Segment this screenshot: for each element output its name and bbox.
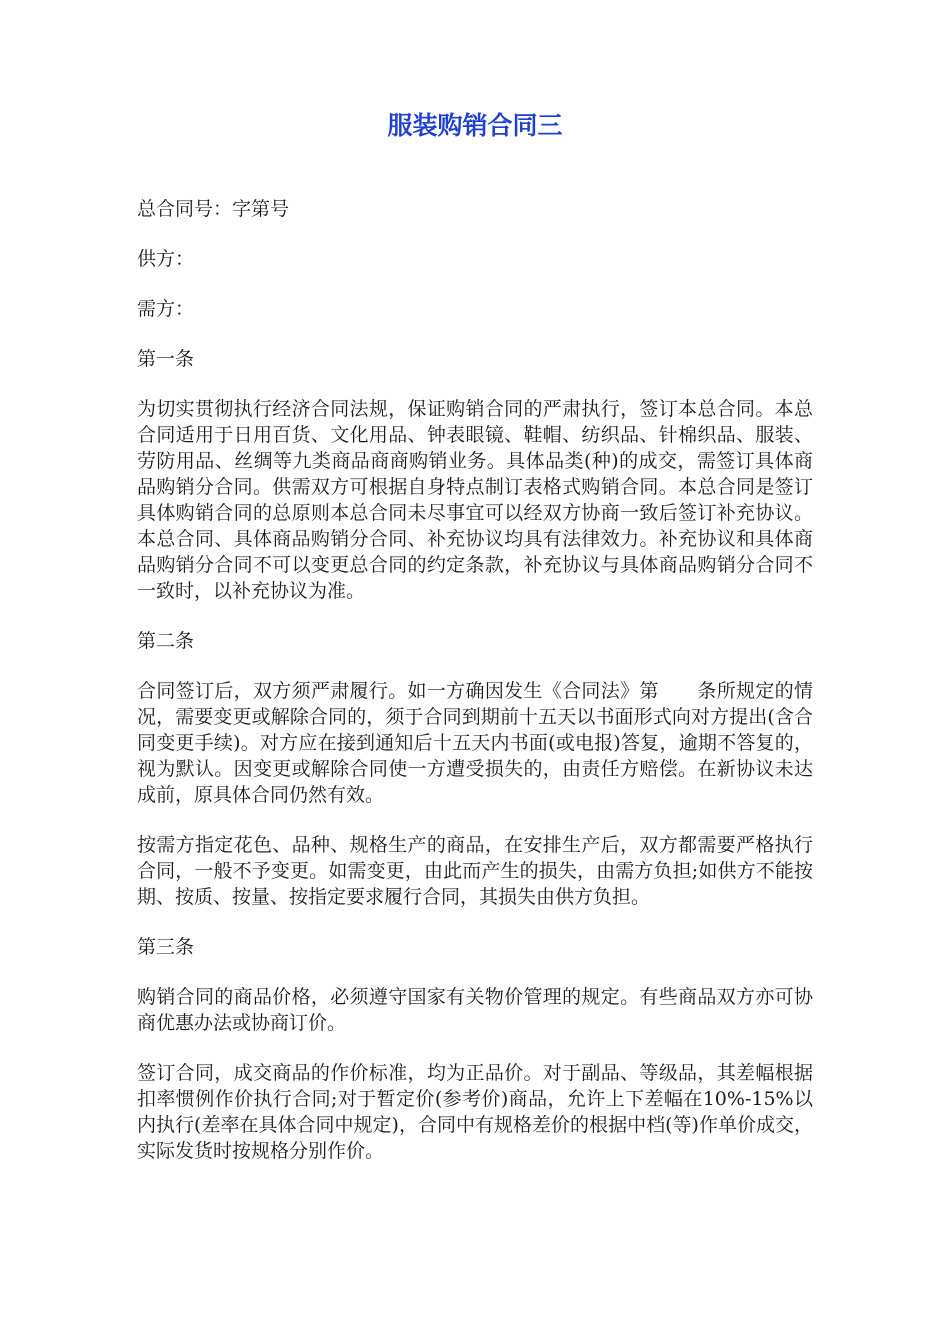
supplier-line: 供方： [137, 248, 195, 270]
article-2-heading: 第二条 [137, 630, 195, 652]
article-2-paragraph-2: 按需方指定花色、品种、规格生产的商品，在安排生产后，双方都需要严格执行合同，一般不予变更。如需变更，由此而产生的损失，由需方负担;如供方不能按期、按质、按量、按指定要求履行合同，其损失由供方负担。 [137, 834, 813, 908]
article-3-heading: 第三条 [137, 936, 195, 958]
buyer-line: 需方： [137, 298, 195, 320]
article-2-paragraph-1: 合同签订后，双方须严肃履行。如一方确因发生《合同法》第 条所规定的情况，需要变更或解除合同的，须于合同到期前十五天以书面形式向对方提出(含合同变更手续)。对方应在接到通知后十五天内书面(或电报)答复，逾期不答复的，视为默认。因变更或解除合同使一方遭受损失的，由责任方赔偿。在新协议未达成前，原具体合同仍然有效。 [137, 680, 813, 806]
contract-number-line: 总合同号：字第号 [137, 198, 290, 220]
article-3-paragraph-1: 购销合同的商品价格，必须遵守国家有关物价管理的规定。有些商品双方亦可协商优惠办法或协商订价。 [137, 986, 813, 1034]
document-body [137, 196, 813, 1188]
document-title: 服装购销合同三 [387, 111, 563, 140]
article-1-paragraph: 为切实贯彻执行经济合同法规，保证购销合同的严肃执行，签订本总合同。本总合同适用于日用百货、文化用品、钟表眼镜、鞋帽、纺织品、针棉织品、服装、劳防用品、丝绸等九类商品商商购销业务。具体品类(种)的成交，需签订具体商品购销分合同。供需双方可根据自身特点制订表格式购销合同。本总合同是签订具体购销合同的总原则本总合同未尽事宜可以经双方协商一致后签订补充协议。本总合同、具体商品购销分合同、补充协议均具有法律效力。补充协议和具体商品购销分合同不可以变更总合同的约定条款，补充协议与具体商品购销分合同不一致时，以补充协议为准。 [137, 398, 813, 602]
article-3-paragraph-2: 签订合同，成交商品的作价标准，均为正品价。对于副品、等级品，其差幅根据扣率惯例作价执行合同;对于暂定价(参考价)商品，允许上下差幅在10%-15%以内执行(差率在具体合同中规定)，合同中有规格差价的根据中档(等)作单价成交，实际发货时按规格分别作价。 [137, 1062, 813, 1162]
article-1-heading: 第一条 [137, 348, 195, 370]
